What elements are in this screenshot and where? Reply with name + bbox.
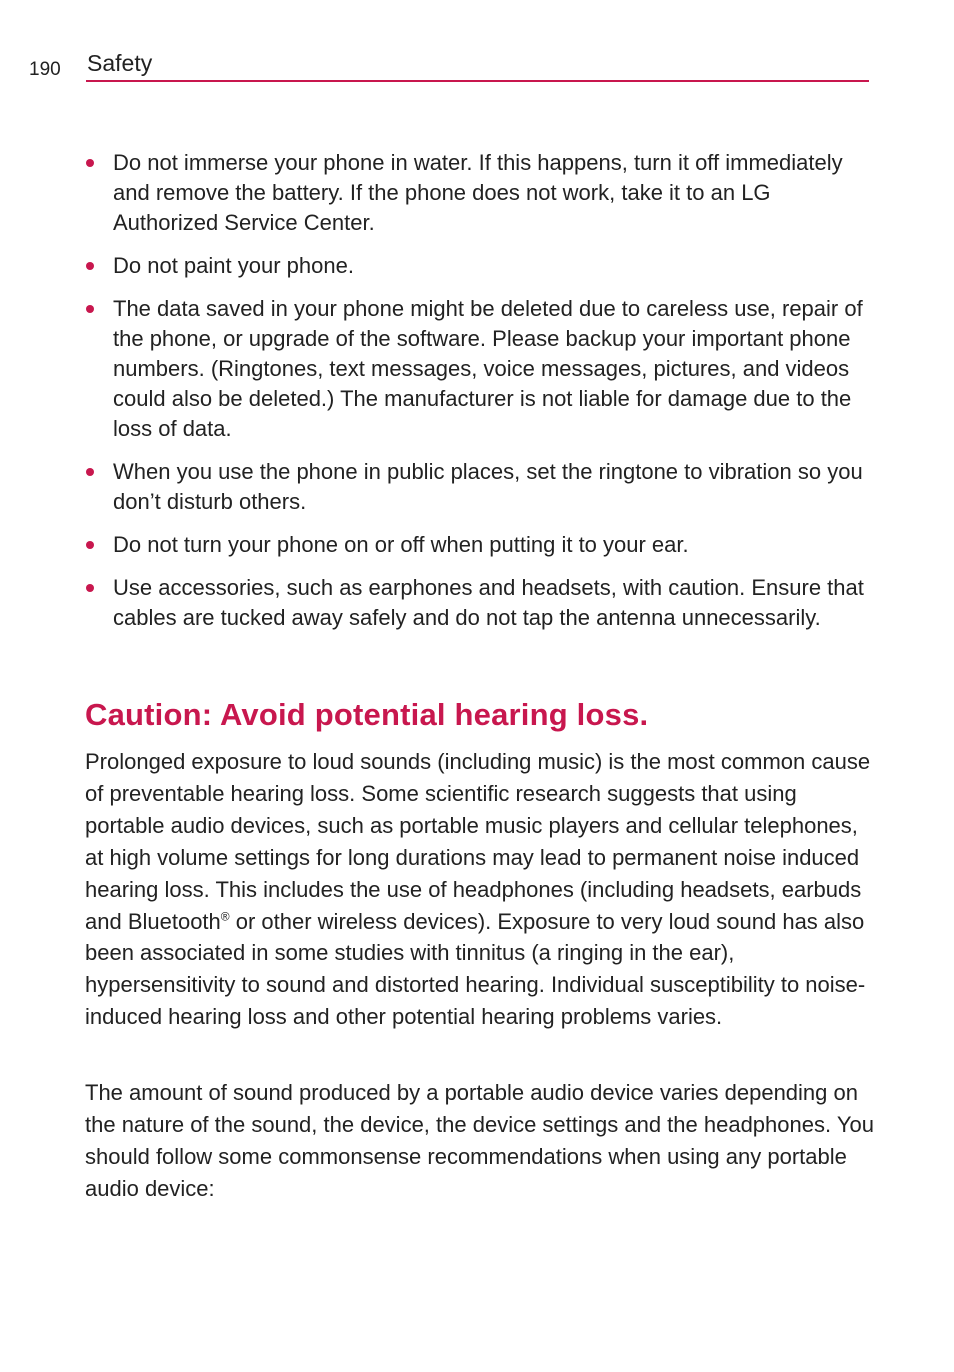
- bullet-dot-icon: [86, 468, 94, 476]
- hearing-loss-paragraph: [85, 746, 875, 1033]
- bullet-item: [86, 294, 876, 444]
- bullet-text: The data saved in your phone might be deleted due to careless use, repair of the phone, or upgrade of the software. Please backup your important phone numbers. (Ringtones, text messages, voice messages, pictures, and videos could also be deleted.) The manufacturer is not liable for damage due to the loss of data.: [113, 296, 863, 441]
- header-divider: [86, 80, 869, 82]
- bullet-item: [86, 148, 876, 238]
- bullet-dot-icon: [86, 541, 94, 549]
- bullet-dot-icon: [86, 159, 94, 167]
- sound-level-paragraph: The amount of sound produced by a portable audio device varies depending on the nature of the sound, the device, the device settings and the headphones. You should follow some commonsense recommendations when using any portable audio device:: [85, 1080, 874, 1201]
- bullet-text: Use accessories, such as earphones and headsets, with caution. Ensure that cables are tucked away safely and do not tap the antenna unnecessarily.: [113, 575, 864, 630]
- bullet-text: Do not turn your phone on or off when putting it to your ear.: [113, 532, 689, 557]
- safety-bullet-list: [86, 148, 876, 646]
- page-number: 190: [29, 59, 61, 80]
- caution-heading: Caution: Avoid potential hearing loss.: [85, 697, 649, 732]
- bullet-dot-icon: [86, 262, 94, 270]
- bullet-dot-icon: [86, 305, 94, 313]
- bullet-dot-icon: [86, 584, 94, 592]
- bullet-text: When you use the phone in public places, set the ringtone to vibration so you don’t disturb others.: [113, 459, 863, 514]
- section-title: Safety: [87, 50, 153, 76]
- bullet-item: [86, 530, 876, 560]
- page-header: [0, 48, 954, 88]
- bullet-text: Do not immerse your phone in water. If this happens, turn it off immediately and remove the battery. If the phone does not work, take it to an LG Authorized Service Center.: [113, 150, 843, 235]
- bullet-item: [86, 251, 876, 281]
- bullet-item: [86, 573, 876, 633]
- paragraph-text-before: Prolonged exposure to loud sounds (including music) is the most common cause of preventable hearing loss. Some scientific research suggests that using portable audio devices, such as portable music players and cellular telephones, at high volume settings for long durations may lead to permanent noise induced hearing loss. This includes the use of headphones (including headsets, earbuds and Bluetooth: [85, 749, 871, 934]
- bullet-item: [86, 457, 876, 517]
- bullet-text: Do not paint your phone.: [113, 253, 354, 278]
- registered-mark: ®: [220, 909, 230, 924]
- paragraph-text-after: or other wireless devices). Exposure to very loud sound has also been associated in some studies with tinnitus (a ringing in the ear), hypersensitivity to sound and distorted hearing. Individual susceptibility to noise-induced hearing loss and other potential hearing problems varies.: [85, 908, 866, 1030]
